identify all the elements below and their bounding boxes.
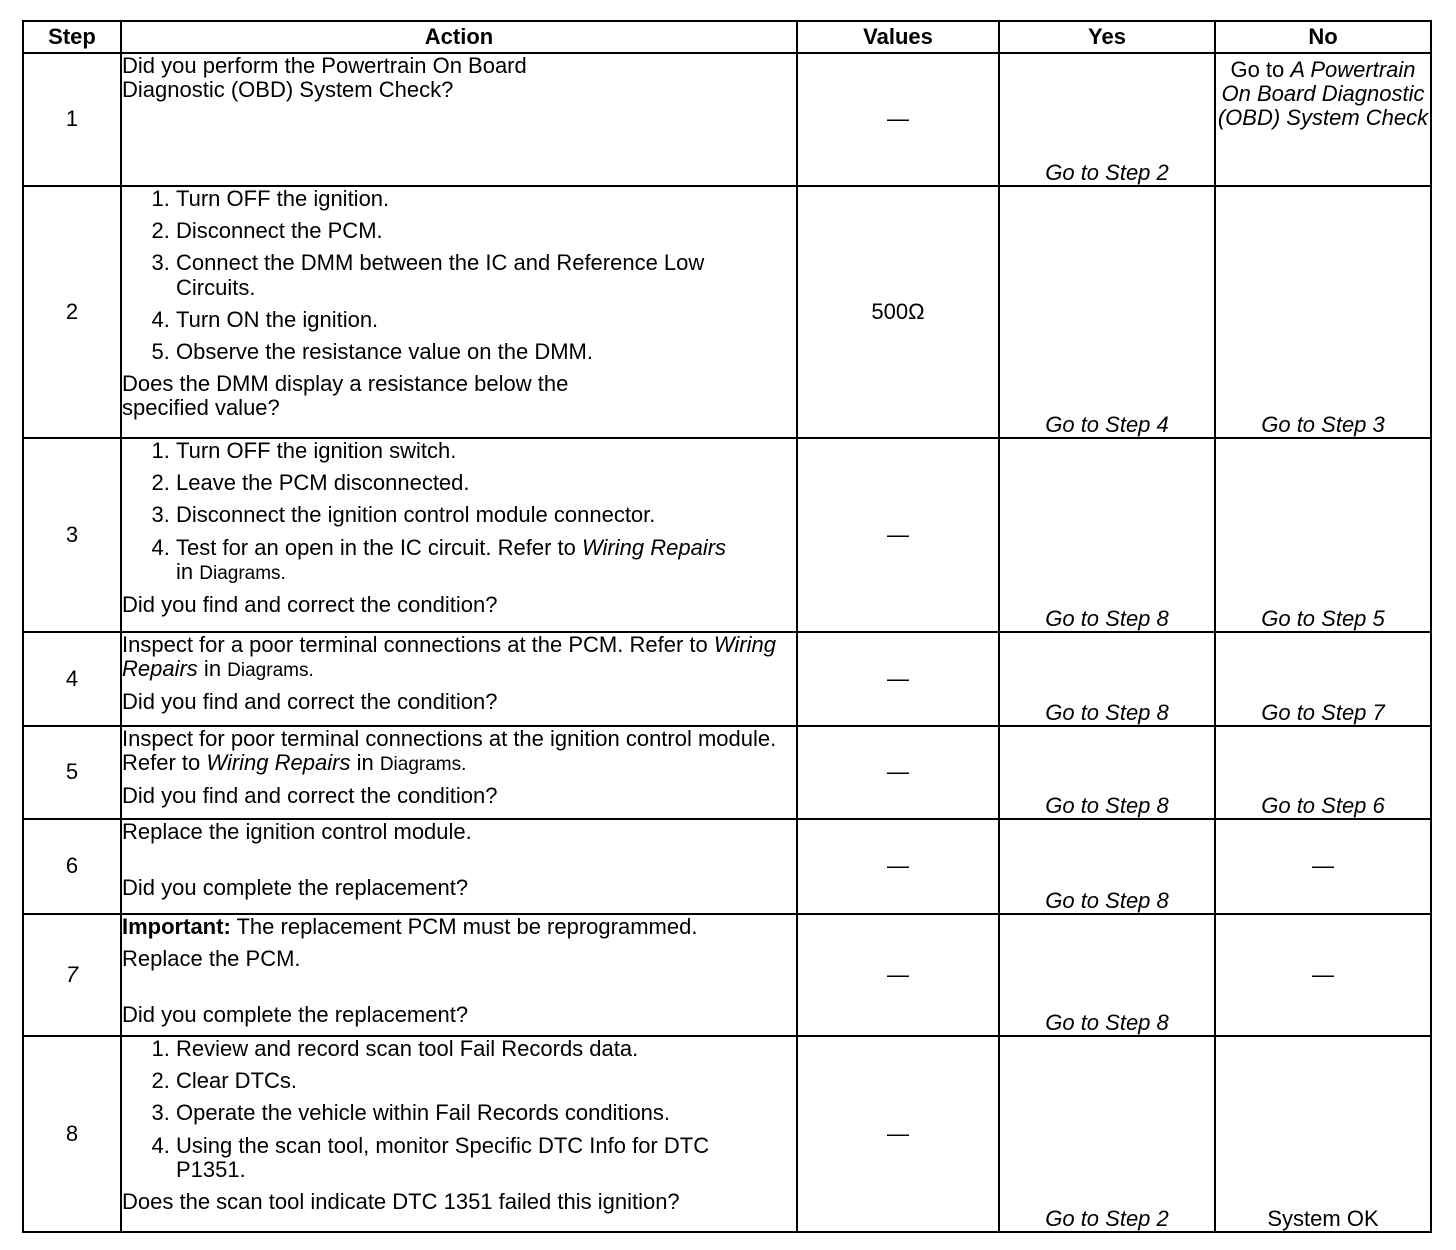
- table-row: [23, 726, 1431, 819]
- action-text: Did you perform the Powertrain On Board Diagnostic (OBD) System Check?: [122, 53, 527, 103]
- yes-cell: Go to Step 8: [999, 632, 1215, 726]
- value-cell: —: [797, 53, 999, 186]
- value-cell: —: [797, 632, 999, 726]
- list-item: 1. Turn OFF the ignition.: [176, 187, 796, 211]
- list-item: 3. Disconnect the ignition control module connector.: [176, 503, 796, 527]
- value-cell: 500Ω: [797, 186, 999, 438]
- step-number: 6: [23, 819, 121, 914]
- yes-cell: Go to Step 4: [999, 186, 1215, 438]
- value-cell: —: [797, 819, 999, 914]
- action-cell: [121, 914, 797, 1036]
- list-item-text: Test for an open in the IC circuit. Refer to: [176, 534, 582, 560]
- no-cell: Go to Step 3: [1215, 186, 1431, 438]
- step-number: 3: [23, 438, 121, 632]
- table-row: [23, 914, 1431, 1036]
- list-item: [176, 536, 736, 585]
- yes-cell: Go to Step 2: [999, 53, 1215, 186]
- action-steps-list: [122, 187, 796, 364]
- table-row: [23, 1036, 1431, 1232]
- value-cell: —: [797, 438, 999, 632]
- header-step: Step: [23, 21, 121, 53]
- step-number: 1: [23, 53, 121, 186]
- table-row: [23, 819, 1431, 914]
- no-cell: Go to Step 5: [1215, 438, 1431, 632]
- action-question: Did you complete the replacement?: [122, 1002, 469, 1028]
- in-word: in: [197, 656, 228, 682]
- action-question: Did you find and correct the condition?: [122, 591, 498, 617]
- yes-cell: Go to Step 8: [999, 914, 1215, 1036]
- wiring-repairs-ref: Wiring Repairs: [581, 534, 727, 560]
- list-item: 5. Observe the resistance value on the DMM.: [176, 340, 796, 364]
- diagrams-ref: Diagrams.: [227, 660, 314, 682]
- list-item: 3. Operate the vehicle within Fail Records conditions.: [176, 1101, 796, 1125]
- action-cell: [121, 726, 797, 819]
- action-cell: [121, 632, 797, 726]
- action-text: Replace the PCM.: [122, 946, 301, 972]
- wiring-repairs-ref: Wiring Repairs: [206, 750, 351, 776]
- no-cell: —: [1215, 914, 1431, 1036]
- header-row: [23, 21, 1431, 53]
- header-values: Values: [797, 21, 999, 53]
- no-cell: Go to Step 6: [1215, 726, 1431, 819]
- header-no: No: [1215, 21, 1431, 53]
- no-cell: —: [1215, 819, 1431, 914]
- step-number: 7: [23, 914, 121, 1036]
- table-row: [23, 438, 1431, 632]
- action-cell: [121, 186, 797, 438]
- list-item: 3. Connect the DMM between the IC and Reference Low Circuits.: [176, 251, 736, 299]
- action-text: Replace the ignition control module.: [122, 819, 472, 844]
- action-text-main: Inspect for poor terminal connections at the ignition control module. Refer to: [122, 726, 777, 776]
- action-text: [122, 633, 796, 682]
- in-word: in: [350, 750, 380, 776]
- step-number: 5: [23, 726, 121, 819]
- no-link: A Powertrain On Board Diagnostic (OBD) System Check: [1217, 57, 1429, 131]
- in-word: in: [176, 558, 200, 584]
- action-cell: [121, 1036, 797, 1232]
- wiring-repairs-ref: Wiring Repairs: [122, 632, 776, 682]
- table-row: [23, 53, 1431, 186]
- list-item: 2. Leave the PCM disconnected.: [176, 471, 796, 495]
- list-item: 2. Clear DTCs.: [176, 1069, 796, 1093]
- action-question: Did you find and correct the condition?: [122, 783, 498, 809]
- no-cell: Go to Step 7: [1215, 632, 1431, 726]
- action-text-main: Inspect for a poor terminal connections at the PCM. Refer to: [122, 632, 714, 657]
- value-cell: —: [797, 1036, 999, 1232]
- step-number: 2: [23, 186, 121, 438]
- diagrams-ref: Diagrams.: [379, 754, 467, 776]
- yes-cell: Go to Step 8: [999, 438, 1215, 632]
- action-text: [122, 727, 796, 776]
- list-item: 4. Using the scan tool, monitor Specific DTC Info for DTC P1351.: [176, 1134, 736, 1182]
- header-action: Action: [121, 21, 797, 53]
- list-item: 4. Turn ON the ignition.: [176, 308, 796, 332]
- action-steps-list: [122, 1037, 796, 1182]
- table-row: [23, 186, 1431, 438]
- step-number: 4: [23, 632, 121, 726]
- value-cell: —: [797, 914, 999, 1036]
- action-cell: [121, 438, 797, 632]
- important-text: The replacement PCM must be reprogrammed.: [230, 914, 698, 939]
- diagnostic-table: [22, 20, 1432, 1233]
- value-cell: —: [797, 726, 999, 819]
- step-number: 8: [23, 1036, 121, 1232]
- yes-cell: Go to Step 2: [999, 1036, 1215, 1232]
- yes-cell: Go to Step 8: [999, 726, 1215, 819]
- action-question: Does the DMM display a resistance below the specified value?: [122, 371, 569, 421]
- important-label: Important:: [122, 914, 231, 939]
- action-cell: [121, 53, 797, 186]
- no-cell: [1215, 53, 1431, 186]
- action-steps-list: [122, 439, 796, 585]
- list-item: 2. Disconnect the PCM.: [176, 219, 796, 243]
- action-question: Does the scan tool indicate DTC 1351 failed this ignition?: [122, 1188, 680, 1214]
- action-cell: [121, 819, 797, 914]
- header-yes: Yes: [999, 21, 1215, 53]
- action-question: Did you complete the replacement?: [122, 875, 469, 901]
- list-item: 1. Review and record scan tool Fail Records data.: [176, 1037, 796, 1061]
- action-question: Did you find and correct the condition?: [122, 689, 498, 715]
- diagrams-ref: Diagrams.: [199, 562, 286, 584]
- no-prefix: Go to: [1230, 57, 1291, 82]
- important-note: [122, 915, 796, 939]
- table-row: [23, 632, 1431, 726]
- list-item: 1. Turn OFF the ignition switch.: [176, 439, 796, 463]
- no-cell: System OK: [1215, 1036, 1431, 1232]
- yes-cell: Go to Step 8: [999, 819, 1215, 914]
